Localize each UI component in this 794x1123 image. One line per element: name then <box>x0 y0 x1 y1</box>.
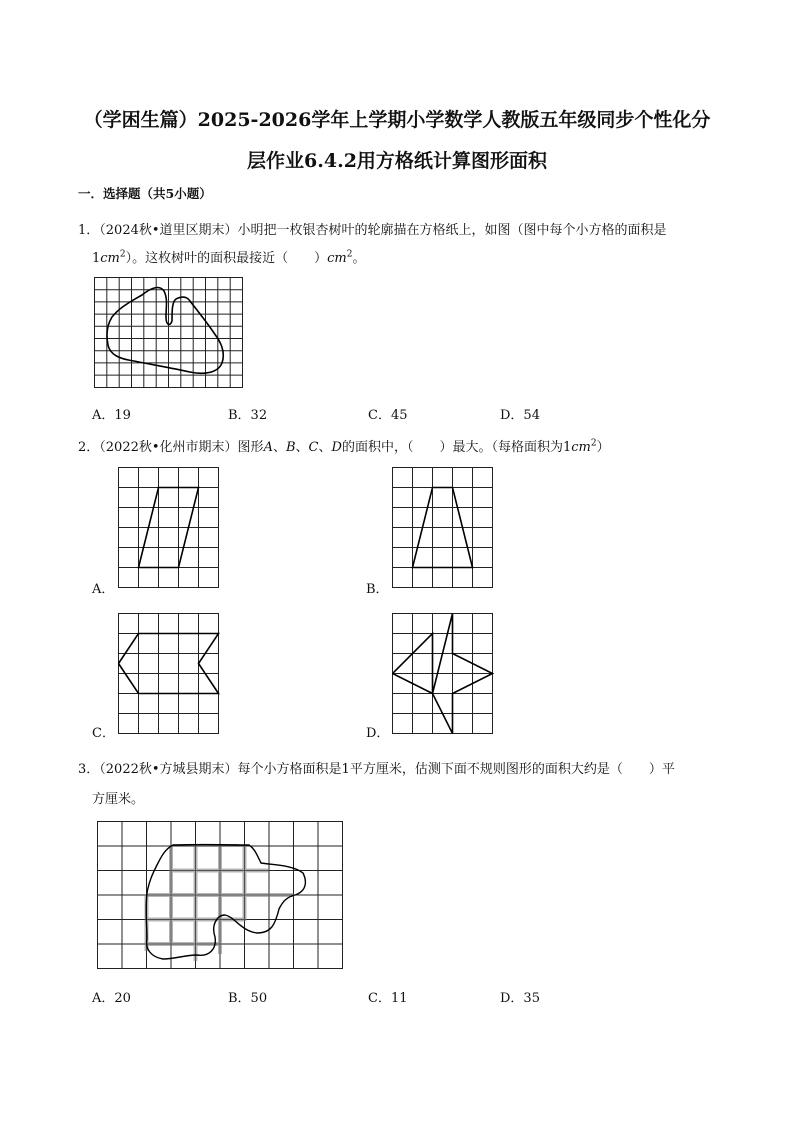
unit-cm: cm <box>100 251 120 266</box>
question-2-line-1: 2．（2022秋•化州市期末）图形A、B、C、D的面积中，（ ）最大。（每格面积为$1cm^2$） <box>78 438 610 455</box>
question-3-line-1 <box>78 758 675 777</box>
option-b[interactable]: B．50 <box>228 991 268 1006</box>
question-1-text: 小明把一枚银杏树叶的轮廓描在方格纸上，如图（图中每个小方格的面积是 <box>237 223 667 238</box>
arrow-band-shape <box>119 634 219 694</box>
unit-cm: cm <box>327 251 347 266</box>
document-title-line-1: （学困生篇）2025-2026学年上学期小学数学人教版五年级同步个性化分 <box>83 109 711 131</box>
option-b[interactable]: B．32 <box>228 408 268 423</box>
figure-a-grid <box>118 467 220 589</box>
figure-a-label: A． <box>92 582 115 597</box>
figure-c-label: C． <box>92 726 115 741</box>
figure-c-grid <box>118 613 220 735</box>
unit-cm: cm <box>571 440 591 455</box>
option-c[interactable]: C．45 <box>368 408 408 423</box>
figure-b-label: B． <box>366 582 389 597</box>
question-2-source: （2022秋•化州市期末） <box>99 440 238 455</box>
option-c[interactable]: C．11 <box>368 991 408 1006</box>
question-2-number: 2． <box>78 440 100 455</box>
option-a[interactable]: A．19 <box>92 408 131 423</box>
question-1-line-2: $1cm^2$）。这枚树叶的面积最接近（ ）$cm^2$。 <box>92 249 366 266</box>
irregular-shape-grid-figure <box>97 821 344 970</box>
figure-d-label: D． <box>366 726 390 741</box>
document-title-line-2: 层作业6.4.2用方格纸计算图形面积 <box>247 150 547 172</box>
question-1-line-1 <box>78 219 667 238</box>
option-a[interactable]: A．20 <box>92 991 131 1006</box>
option-d[interactable]: D．35 <box>500 991 540 1006</box>
question-3-line-2: 方厘米。 <box>92 792 145 807</box>
section-heading: 一．选择题（共5小题） <box>78 186 212 201</box>
question-3-source: （2022秋•方城县期末） <box>99 762 238 777</box>
question-3-number: 3． <box>78 762 100 777</box>
figure-b-grid <box>392 467 494 589</box>
ginkgo-leaf-grid-figure <box>94 277 244 389</box>
option-d[interactable]: D．54 <box>500 408 540 423</box>
figure-d-grid <box>392 613 494 735</box>
question-3-text: 每个小方格面积是1平方厘米，估测下面不规则图形的面积大约是（ ）平 <box>237 762 675 777</box>
question-1-number: 1． <box>78 223 100 238</box>
question-1-source: （2024秋•道里区期末） <box>99 223 238 238</box>
